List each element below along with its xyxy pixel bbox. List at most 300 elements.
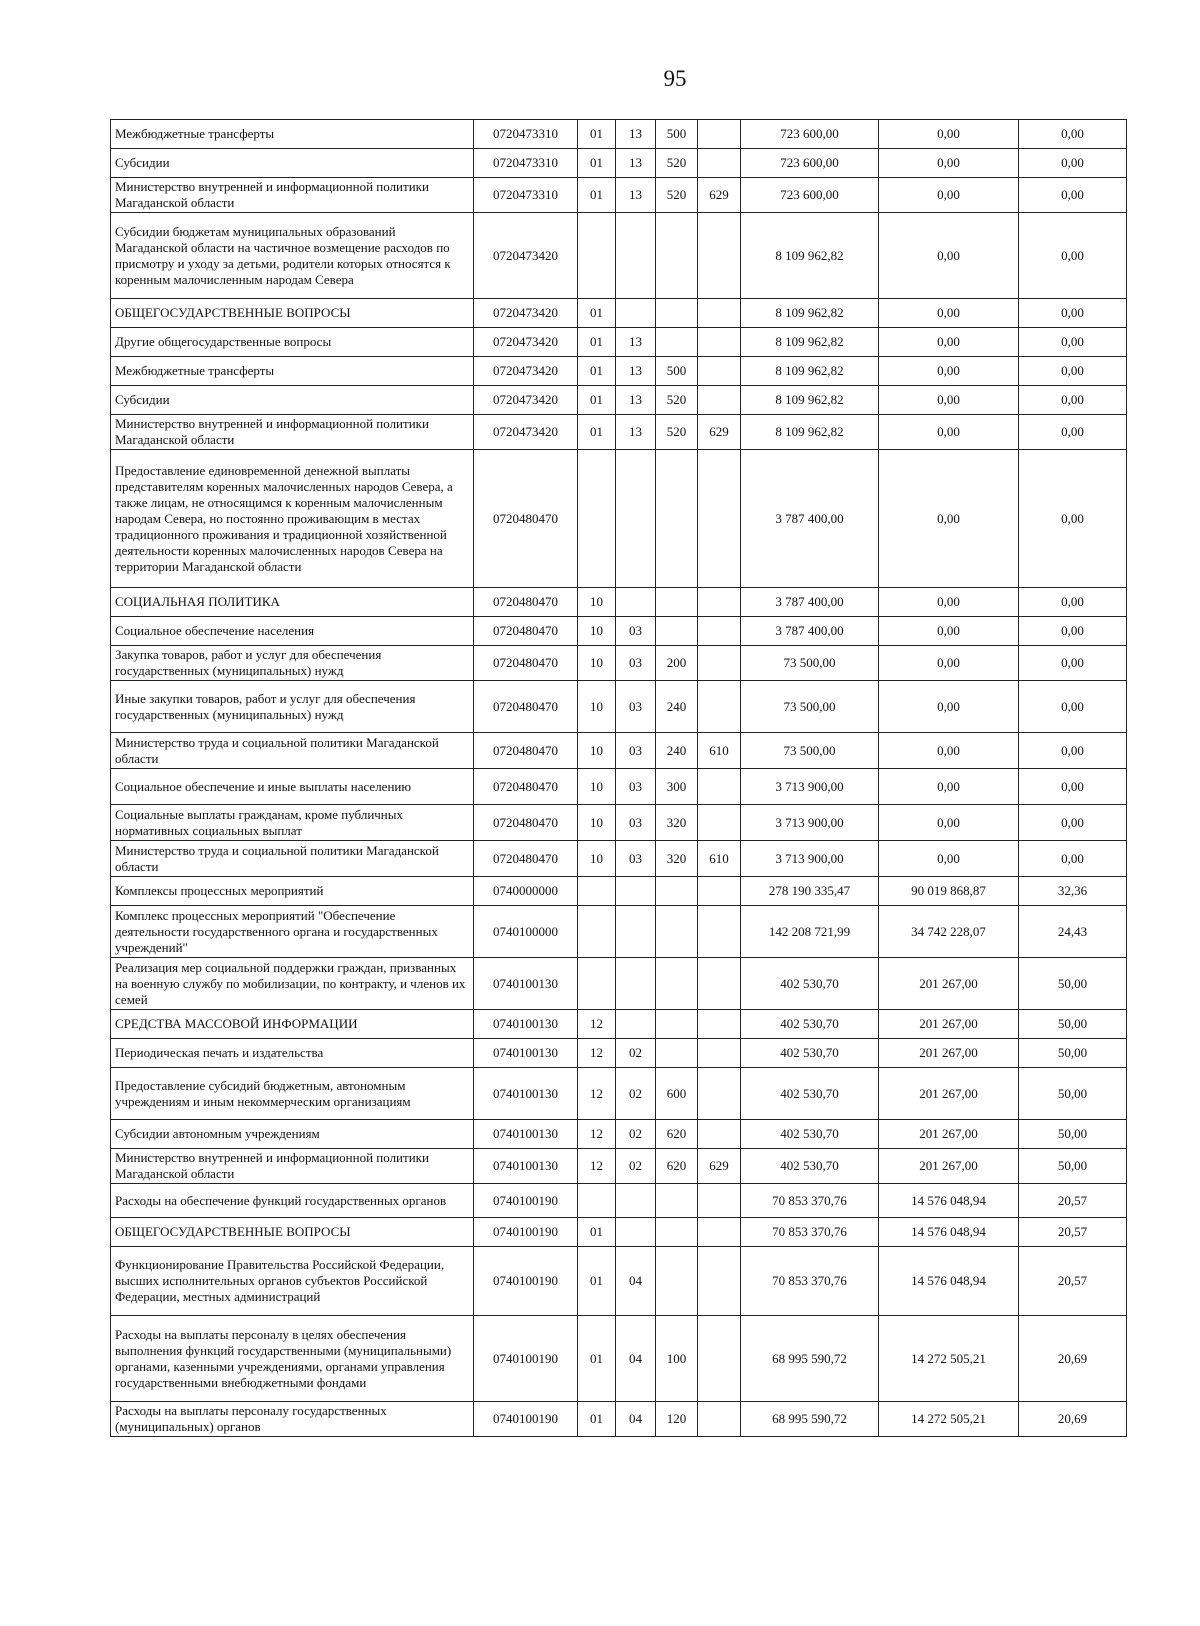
section-code: 12 (578, 1039, 616, 1068)
planned-amount: 3 787 400,00 (741, 450, 879, 588)
table-row (111, 1316, 1127, 1402)
table-body (111, 120, 1127, 1437)
section-code: 01 (578, 120, 616, 149)
subsection-code: 03 (616, 646, 656, 681)
expense-type: 100 (656, 1316, 698, 1402)
row-name: Периодическая печать и издательства (111, 1039, 474, 1068)
table-row (111, 769, 1127, 805)
ministry-code (698, 1402, 741, 1437)
execution-percent: 50,00 (1019, 1149, 1127, 1184)
target-code: 0720473420 (474, 386, 578, 415)
table-row (111, 1149, 1127, 1184)
section-code: 01 (578, 415, 616, 450)
ministry-code: 610 (698, 733, 741, 769)
planned-amount: 8 109 962,82 (741, 415, 879, 450)
subsection-code: 03 (616, 769, 656, 805)
ministry-code (698, 213, 741, 299)
section-code: 01 (578, 178, 616, 213)
execution-percent: 20,57 (1019, 1184, 1127, 1218)
expense-type: 620 (656, 1120, 698, 1149)
section-code (578, 450, 616, 588)
planned-amount: 723 600,00 (741, 178, 879, 213)
ministry-code (698, 450, 741, 588)
section-code (578, 958, 616, 1010)
expense-type: 500 (656, 120, 698, 149)
executed-amount: 0,00 (879, 617, 1019, 646)
ministry-code (698, 769, 741, 805)
row-name: Социальное обеспечение и иные выплаты населению (111, 769, 474, 805)
execution-percent: 0,00 (1019, 617, 1127, 646)
section-code: 10 (578, 841, 616, 877)
executed-amount: 14 272 505,21 (879, 1316, 1019, 1402)
section-code (578, 1184, 616, 1218)
subsection-code (616, 877, 656, 906)
planned-amount: 70 853 370,76 (741, 1184, 879, 1218)
row-name: Министерство внутренней и информационной политики Магаданской области (111, 415, 474, 450)
target-code: 0720480470 (474, 841, 578, 877)
table-row (111, 213, 1127, 299)
executed-amount: 0,00 (879, 213, 1019, 299)
subsection-code (616, 906, 656, 958)
executed-amount: 0,00 (879, 357, 1019, 386)
ministry-code (698, 357, 741, 386)
row-name: Расходы на выплаты персоналу государственных (муниципальных) органов (111, 1402, 474, 1437)
ministry-code (698, 1010, 741, 1039)
subsection-code: 03 (616, 805, 656, 841)
subsection-code: 02 (616, 1068, 656, 1120)
subsection-code (616, 958, 656, 1010)
section-code: 01 (578, 357, 616, 386)
table-row (111, 1247, 1127, 1316)
execution-percent: 0,00 (1019, 178, 1127, 213)
executed-amount: 201 267,00 (879, 958, 1019, 1010)
ministry-code (698, 588, 741, 617)
table-row (111, 1402, 1127, 1437)
execution-percent: 0,00 (1019, 415, 1127, 450)
target-code: 0740100190 (474, 1402, 578, 1437)
executed-amount: 0,00 (879, 299, 1019, 328)
execution-percent: 50,00 (1019, 1120, 1127, 1149)
executed-amount: 90 019 868,87 (879, 877, 1019, 906)
row-name: Министерство труда и социальной политики Магаданской области (111, 841, 474, 877)
section-code: 10 (578, 769, 616, 805)
section-code: 12 (578, 1120, 616, 1149)
executed-amount: 0,00 (879, 769, 1019, 805)
planned-amount: 73 500,00 (741, 733, 879, 769)
ministry-code (698, 681, 741, 733)
planned-amount: 68 995 590,72 (741, 1316, 879, 1402)
expense-type (656, 877, 698, 906)
executed-amount: 201 267,00 (879, 1068, 1019, 1120)
section-code (578, 906, 616, 958)
row-name: СОЦИАЛЬНАЯ ПОЛИТИКА (111, 588, 474, 617)
execution-percent: 0,00 (1019, 450, 1127, 588)
execution-percent: 0,00 (1019, 328, 1127, 357)
execution-percent: 50,00 (1019, 1068, 1127, 1120)
planned-amount: 3 787 400,00 (741, 617, 879, 646)
ministry-code: 629 (698, 178, 741, 213)
planned-amount: 8 109 962,82 (741, 386, 879, 415)
planned-amount: 402 530,70 (741, 1039, 879, 1068)
expense-type: 600 (656, 1068, 698, 1120)
subsection-code: 13 (616, 357, 656, 386)
execution-percent: 0,00 (1019, 841, 1127, 877)
table-row (111, 958, 1127, 1010)
execution-percent: 24,43 (1019, 906, 1127, 958)
expense-type (656, 1010, 698, 1039)
expense-type: 520 (656, 149, 698, 178)
execution-percent: 0,00 (1019, 769, 1127, 805)
section-code: 10 (578, 733, 616, 769)
planned-amount: 73 500,00 (741, 646, 879, 681)
target-code: 0720480470 (474, 805, 578, 841)
planned-amount: 8 109 962,82 (741, 299, 879, 328)
target-code: 0740100000 (474, 906, 578, 958)
planned-amount: 68 995 590,72 (741, 1402, 879, 1437)
ministry-code: 629 (698, 1149, 741, 1184)
ministry-code (698, 1316, 741, 1402)
target-code: 0720473420 (474, 415, 578, 450)
execution-percent: 20,69 (1019, 1402, 1127, 1437)
target-code: 0740100130 (474, 1120, 578, 1149)
ministry-code (698, 1218, 741, 1247)
ministry-code (698, 120, 741, 149)
table-row (111, 386, 1127, 415)
subsection-code (616, 299, 656, 328)
row-name: ОБЩЕГОСУДАРСТВЕННЫЕ ВОПРОСЫ (111, 1218, 474, 1247)
row-name: Межбюджетные трансферты (111, 357, 474, 386)
subsection-code: 02 (616, 1149, 656, 1184)
planned-amount: 402 530,70 (741, 1068, 879, 1120)
ministry-code (698, 1068, 741, 1120)
expense-type (656, 1184, 698, 1218)
expense-type (656, 958, 698, 1010)
ministry-code (698, 1247, 741, 1316)
expense-type (656, 213, 698, 299)
subsection-code: 13 (616, 178, 656, 213)
target-code: 0720473310 (474, 149, 578, 178)
target-code: 0740000000 (474, 877, 578, 906)
page-number: 95 (663, 66, 687, 91)
executed-amount: 14 576 048,94 (879, 1247, 1019, 1316)
execution-percent: 0,00 (1019, 805, 1127, 841)
planned-amount: 3 713 900,00 (741, 805, 879, 841)
section-code (578, 213, 616, 299)
planned-amount: 402 530,70 (741, 1149, 879, 1184)
subsection-code: 13 (616, 415, 656, 450)
execution-percent: 0,00 (1019, 681, 1127, 733)
table-row (111, 1010, 1127, 1039)
expense-type (656, 1247, 698, 1316)
expense-type (656, 588, 698, 617)
row-name: СРЕДСТВА МАССОВОЙ ИНФОРМАЦИИ (111, 1010, 474, 1039)
execution-percent: 32,36 (1019, 877, 1127, 906)
section-code: 10 (578, 617, 616, 646)
execution-percent: 50,00 (1019, 958, 1127, 1010)
subsection-code: 03 (616, 841, 656, 877)
ministry-code (698, 877, 741, 906)
row-name: Предоставление единовременной денежной выплаты представителям коренных малочисленных народов Севера, а также лицам, не относящимся к коренным малочисленным народам Севера, но постоянно проживающим в местах традиционного проживания и традиционной хозяйственной деятельности коренных малочисленных народов Севера на территории Магаданской области (111, 450, 474, 588)
subsection-code (616, 1218, 656, 1247)
execution-percent: 0,00 (1019, 386, 1127, 415)
execution-percent: 20,69 (1019, 1316, 1127, 1402)
subsection-code: 04 (616, 1247, 656, 1316)
planned-amount: 8 109 962,82 (741, 213, 879, 299)
executed-amount: 201 267,00 (879, 1039, 1019, 1068)
row-name: Функционирование Правительства Российской Федерации, высших исполнительных органов субъектов Российской Федерации, местных администраций (111, 1247, 474, 1316)
target-code: 0720480470 (474, 588, 578, 617)
executed-amount: 0,00 (879, 588, 1019, 617)
executed-amount: 0,00 (879, 805, 1019, 841)
table-row (111, 681, 1127, 733)
expense-type (656, 1218, 698, 1247)
target-code: 0720480470 (474, 450, 578, 588)
table-row (111, 1218, 1127, 1247)
row-name: Субсидии бюджетам муниципальных образований Магаданской области на частичное возмещение расходов по присмотру и уходу за детьми, родители которых относятся к коренным малочисленным народам Севера (111, 213, 474, 299)
expense-type (656, 299, 698, 328)
table-row (111, 1120, 1127, 1149)
table-row (111, 450, 1127, 588)
planned-amount: 3 787 400,00 (741, 588, 879, 617)
expense-type: 200 (656, 646, 698, 681)
row-name: Субсидии (111, 149, 474, 178)
table-row (111, 415, 1127, 450)
row-name: Расходы на обеспечение функций государственных органов (111, 1184, 474, 1218)
execution-percent: 20,57 (1019, 1218, 1127, 1247)
subsection-code: 03 (616, 617, 656, 646)
ministry-code (698, 1039, 741, 1068)
subsection-code (616, 213, 656, 299)
executed-amount: 0,00 (879, 415, 1019, 450)
execution-percent: 0,00 (1019, 733, 1127, 769)
planned-amount: 3 713 900,00 (741, 841, 879, 877)
row-name: Другие общегосударственные вопросы (111, 328, 474, 357)
executed-amount: 14 576 048,94 (879, 1184, 1019, 1218)
ministry-code: 629 (698, 415, 741, 450)
subsection-code (616, 450, 656, 588)
section-code: 10 (578, 646, 616, 681)
executed-amount: 0,00 (879, 178, 1019, 213)
executed-amount: 0,00 (879, 149, 1019, 178)
subsection-code: 13 (616, 386, 656, 415)
execution-percent: 20,57 (1019, 1247, 1127, 1316)
subsection-code: 03 (616, 681, 656, 733)
execution-percent: 0,00 (1019, 299, 1127, 328)
section-code: 01 (578, 1218, 616, 1247)
target-code: 0720473420 (474, 213, 578, 299)
target-code: 0720473420 (474, 357, 578, 386)
subsection-code: 13 (616, 328, 656, 357)
subsection-code: 03 (616, 733, 656, 769)
executed-amount: 201 267,00 (879, 1149, 1019, 1184)
target-code: 0740100190 (474, 1184, 578, 1218)
row-name: Субсидии (111, 386, 474, 415)
executed-amount: 34 742 228,07 (879, 906, 1019, 958)
section-code: 12 (578, 1010, 616, 1039)
planned-amount: 70 853 370,76 (741, 1218, 879, 1247)
expense-type: 240 (656, 733, 698, 769)
table-row (111, 299, 1127, 328)
table-row (111, 120, 1127, 149)
execution-percent: 0,00 (1019, 120, 1127, 149)
table-row (111, 617, 1127, 646)
section-code: 01 (578, 1316, 616, 1402)
execution-percent: 50,00 (1019, 1039, 1127, 1068)
row-name: Предоставление субсидий бюджетным, автономным учреждениям и иным некоммерческим организациям (111, 1068, 474, 1120)
target-code: 0720480470 (474, 733, 578, 769)
table-row (111, 805, 1127, 841)
section-code: 12 (578, 1068, 616, 1120)
target-code: 0720480470 (474, 646, 578, 681)
subsection-code: 02 (616, 1120, 656, 1149)
ministry-code (698, 958, 741, 1010)
planned-amount: 723 600,00 (741, 120, 879, 149)
subsection-code: 04 (616, 1316, 656, 1402)
ministry-code (698, 149, 741, 178)
executed-amount: 0,00 (879, 450, 1019, 588)
ministry-code (698, 299, 741, 328)
section-code: 10 (578, 805, 616, 841)
section-code: 12 (578, 1149, 616, 1184)
target-code: 0740100190 (474, 1247, 578, 1316)
table-row (111, 178, 1127, 213)
executed-amount: 0,00 (879, 733, 1019, 769)
target-code: 0720480470 (474, 617, 578, 646)
table-row (111, 1184, 1127, 1218)
planned-amount: 3 713 900,00 (741, 769, 879, 805)
target-code: 0720473310 (474, 178, 578, 213)
table-row (111, 588, 1127, 617)
table-row (111, 149, 1127, 178)
ministry-code (698, 805, 741, 841)
planned-amount: 723 600,00 (741, 149, 879, 178)
expense-type: 520 (656, 415, 698, 450)
execution-percent: 0,00 (1019, 149, 1127, 178)
section-code: 01 (578, 328, 616, 357)
target-code: 0720480470 (474, 681, 578, 733)
execution-percent: 0,00 (1019, 213, 1127, 299)
expense-type (656, 617, 698, 646)
target-code: 0740100130 (474, 1068, 578, 1120)
table-row (111, 646, 1127, 681)
row-name: Иные закупки товаров, работ и услуг для обеспечения государственных (муниципальных) нужд (111, 681, 474, 733)
target-code: 0720473420 (474, 299, 578, 328)
target-code: 0740100190 (474, 1218, 578, 1247)
target-code: 0740100130 (474, 1039, 578, 1068)
execution-percent: 50,00 (1019, 1010, 1127, 1039)
section-code: 01 (578, 1402, 616, 1437)
expense-type: 620 (656, 1149, 698, 1184)
execution-percent: 0,00 (1019, 357, 1127, 386)
expense-type (656, 328, 698, 357)
row-name: Закупка товаров, работ и услуг для обеспечения государственных (муниципальных) нужд (111, 646, 474, 681)
section-code: 01 (578, 149, 616, 178)
planned-amount: 73 500,00 (741, 681, 879, 733)
target-code: 0720473310 (474, 120, 578, 149)
row-name: Министерство внутренней и информационной политики Магаданской области (111, 178, 474, 213)
table-row (111, 841, 1127, 877)
target-code: 0720480470 (474, 769, 578, 805)
expense-type: 120 (656, 1402, 698, 1437)
row-name: Социальное обеспечение населения (111, 617, 474, 646)
row-name: ОБЩЕГОСУДАРСТВЕННЫЕ ВОПРОСЫ (111, 299, 474, 328)
ministry-code (698, 646, 741, 681)
ministry-code (698, 906, 741, 958)
planned-amount: 142 208 721,99 (741, 906, 879, 958)
expense-type: 500 (656, 357, 698, 386)
target-code: 0720473420 (474, 328, 578, 357)
expense-type (656, 906, 698, 958)
table-row (111, 357, 1127, 386)
executed-amount: 201 267,00 (879, 1120, 1019, 1149)
ministry-code (698, 617, 741, 646)
table-row (111, 1039, 1127, 1068)
table-row (111, 733, 1127, 769)
subsection-code (616, 588, 656, 617)
executed-amount: 0,00 (879, 681, 1019, 733)
row-name: Межбюджетные трансферты (111, 120, 474, 149)
row-name: Социальные выплаты гражданам, кроме публичных нормативных социальных выплат (111, 805, 474, 841)
planned-amount: 402 530,70 (741, 1120, 879, 1149)
expense-type (656, 1039, 698, 1068)
expense-type: 240 (656, 681, 698, 733)
executed-amount: 0,00 (879, 841, 1019, 877)
table-row (111, 906, 1127, 958)
planned-amount: 8 109 962,82 (741, 328, 879, 357)
row-name: Министерство труда и социальной политики Магаданской области (111, 733, 474, 769)
planned-amount: 70 853 370,76 (741, 1247, 879, 1316)
subsection-code (616, 1184, 656, 1218)
executed-amount: 201 267,00 (879, 1010, 1019, 1039)
target-code: 0740100130 (474, 1149, 578, 1184)
ministry-code (698, 1184, 741, 1218)
row-name: Субсидии автономным учреждениям (111, 1120, 474, 1149)
section-code: 10 (578, 681, 616, 733)
expense-type: 320 (656, 805, 698, 841)
expense-type (656, 450, 698, 588)
ministry-code (698, 1120, 741, 1149)
planned-amount: 8 109 962,82 (741, 357, 879, 386)
executed-amount: 0,00 (879, 386, 1019, 415)
expense-type: 520 (656, 178, 698, 213)
planned-amount: 402 530,70 (741, 1010, 879, 1039)
section-code: 01 (578, 1247, 616, 1316)
table-row (111, 1068, 1127, 1120)
executed-amount: 0,00 (879, 120, 1019, 149)
executed-amount: 14 576 048,94 (879, 1218, 1019, 1247)
expense-type: 320 (656, 841, 698, 877)
section-code: 01 (578, 386, 616, 415)
row-name: Министерство внутренней и информационной политики Магаданской области (111, 1149, 474, 1184)
budget-table (110, 119, 1127, 1437)
target-code: 0740100130 (474, 958, 578, 1010)
planned-amount: 278 190 335,47 (741, 877, 879, 906)
subsection-code (616, 1010, 656, 1039)
subsection-code: 13 (616, 149, 656, 178)
row-name: Комплексы процессных мероприятий (111, 877, 474, 906)
table-row (111, 877, 1127, 906)
executed-amount: 14 272 505,21 (879, 1402, 1019, 1437)
target-code: 0740100190 (474, 1316, 578, 1402)
planned-amount: 402 530,70 (741, 958, 879, 1010)
section-code (578, 877, 616, 906)
execution-percent: 0,00 (1019, 646, 1127, 681)
executed-amount: 0,00 (879, 328, 1019, 357)
executed-amount: 0,00 (879, 646, 1019, 681)
execution-percent: 0,00 (1019, 588, 1127, 617)
target-code: 0740100130 (474, 1010, 578, 1039)
row-name: Расходы на выплаты персоналу в целях обеспечения выполнения функций государственными (муниципальными) органами, казенными учреждениями, органами управления государственными внебюджетными фондами (111, 1316, 474, 1402)
